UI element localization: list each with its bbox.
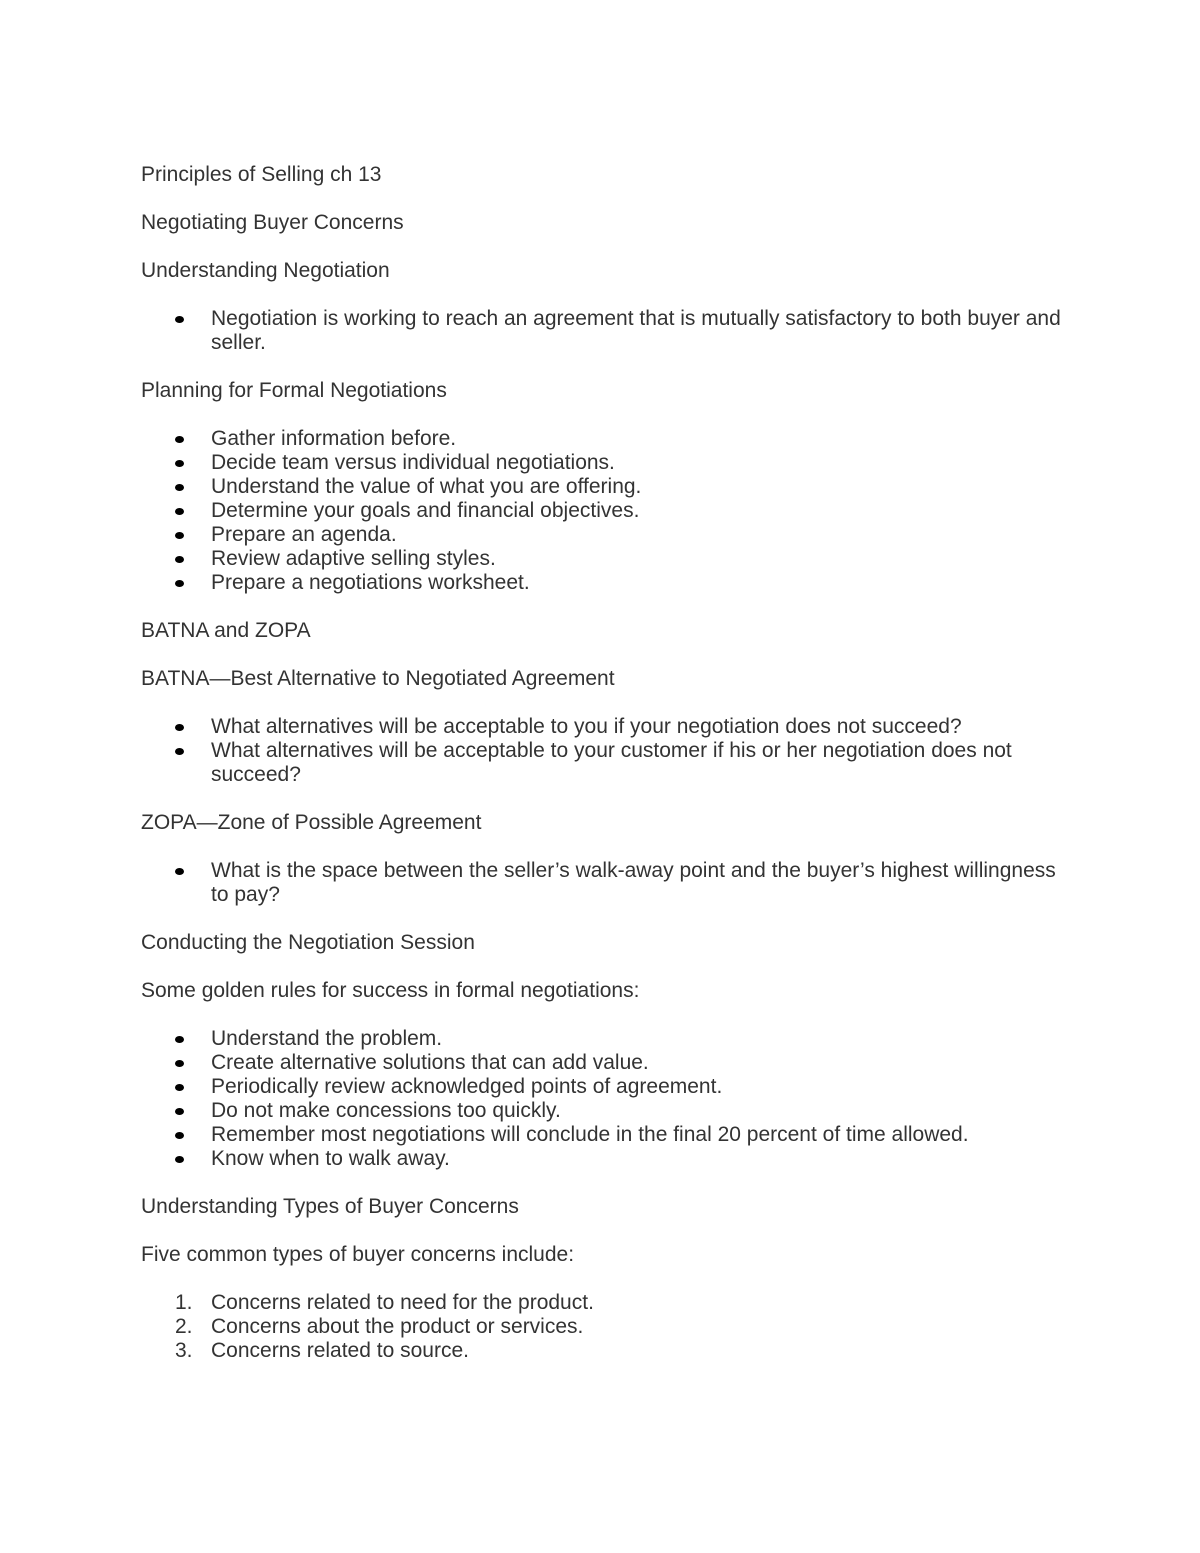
- list-item-text: Concerns about the product or services.: [211, 1315, 584, 1338]
- list-item: [141, 451, 1061, 475]
- bullet-icon: [175, 460, 184, 467]
- list-item: [141, 523, 1061, 547]
- bullet-list: [141, 307, 1061, 355]
- list-item: [141, 499, 1061, 523]
- bullet-icon: [175, 532, 184, 539]
- list-item: [141, 1123, 1061, 1147]
- bullet-icon: [175, 484, 184, 491]
- list-item: [141, 1339, 1061, 1363]
- list-item-text: Prepare an agenda.: [211, 523, 397, 546]
- bullet-icon: [175, 1060, 184, 1067]
- bullet-list: [141, 859, 1061, 907]
- bullet-list: [141, 715, 1061, 787]
- chapter-title: Negotiating Buyer Concerns: [141, 211, 404, 234]
- list-item: [141, 1099, 1061, 1123]
- list-item: [141, 1051, 1061, 1075]
- list-item-text: Review adaptive selling styles.: [211, 547, 496, 570]
- bullet-icon: [175, 1084, 184, 1091]
- list-item: [141, 715, 1061, 739]
- section-heading: Understanding Negotiation: [141, 259, 390, 282]
- list-number: 2.: [175, 1315, 193, 1338]
- bullet-icon: [175, 1036, 184, 1043]
- list-number: 1.: [175, 1291, 193, 1314]
- bullet-icon: [175, 748, 184, 755]
- list-item-text: What is the space between the seller’s walk-away point and the buyer’s highest willingness to pay?: [211, 859, 1056, 906]
- list-item: [141, 571, 1061, 595]
- list-item: [141, 1075, 1061, 1099]
- list-item-text: Concerns related to need for the product.: [211, 1291, 594, 1314]
- bullet-icon: [175, 1132, 184, 1139]
- list-number: 3.: [175, 1339, 193, 1362]
- document-page: [141, 163, 1061, 1387]
- section-heading: Some golden rules for success in formal negotiations:: [141, 979, 640, 1002]
- bullet-icon: [175, 580, 184, 587]
- list-item-text: Gather information before.: [211, 427, 457, 450]
- list-item-text: Remember most negotiations will conclude in the final 20 percent of time allowed.: [211, 1123, 969, 1146]
- list-item-text: Negotiation is working to reach an agreement that is mutually satisfactory to both buyer and seller.: [211, 307, 1061, 354]
- list-item-text: Do not make concessions too quickly.: [211, 1099, 561, 1122]
- bullet-icon: [175, 316, 184, 323]
- bullet-icon: [175, 556, 184, 563]
- list-item: [141, 1027, 1061, 1051]
- bullet-icon: [175, 868, 184, 875]
- list-item-text: Periodically review acknowledged points of agreement.: [211, 1075, 723, 1098]
- section-heading: BATNA—Best Alternative to Negotiated Agreement: [141, 667, 615, 690]
- bullet-icon: [175, 1156, 184, 1163]
- list-item-text: Know when to walk away.: [211, 1147, 450, 1170]
- list-item-text: Decide team versus individual negotiations.: [211, 451, 615, 474]
- list-item-text: What alternatives will be acceptable to your customer if his or her negotiation does not succeed?: [211, 739, 1012, 786]
- list-item-text: Determine your goals and financial objectives.: [211, 499, 640, 522]
- bullet-list: [141, 427, 1061, 595]
- bullet-icon: [175, 436, 184, 443]
- bullet-icon: [175, 724, 184, 731]
- list-item: [141, 1147, 1061, 1171]
- list-item-text: Understand the value of what you are offering.: [211, 475, 642, 498]
- numbered-list: [141, 1291, 1061, 1363]
- list-item-text: What alternatives will be acceptable to you if your negotiation does not succeed?: [211, 715, 962, 738]
- list-item: [141, 427, 1061, 451]
- list-item: [141, 475, 1061, 499]
- list-item-text: Concerns related to source.: [211, 1339, 469, 1362]
- section-heading: Understanding Types of Buyer Concerns: [141, 1195, 519, 1218]
- section-heading: Planning for Formal Negotiations: [141, 379, 447, 402]
- bullet-icon: [175, 1108, 184, 1115]
- document-title: Principles of Selling ch 13: [141, 163, 382, 186]
- bullet-list: [141, 1027, 1061, 1171]
- list-item: [141, 859, 1061, 907]
- list-item-text: Create alternative solutions that can add value.: [211, 1051, 649, 1074]
- section-heading: Conducting the Negotiation Session: [141, 931, 475, 954]
- list-item: [141, 1291, 1061, 1315]
- list-item-text: Prepare a negotiations worksheet.: [211, 571, 530, 594]
- section-heading: Five common types of buyer concerns include:: [141, 1243, 575, 1266]
- list-item: [141, 307, 1061, 355]
- bullet-icon: [175, 508, 184, 515]
- list-item: [141, 739, 1061, 787]
- list-item: [141, 1315, 1061, 1339]
- list-item-text: Understand the problem.: [211, 1027, 443, 1050]
- section-heading: ZOPA—Zone of Possible Agreement: [141, 811, 482, 834]
- list-item: [141, 547, 1061, 571]
- section-heading: BATNA and ZOPA: [141, 619, 311, 642]
